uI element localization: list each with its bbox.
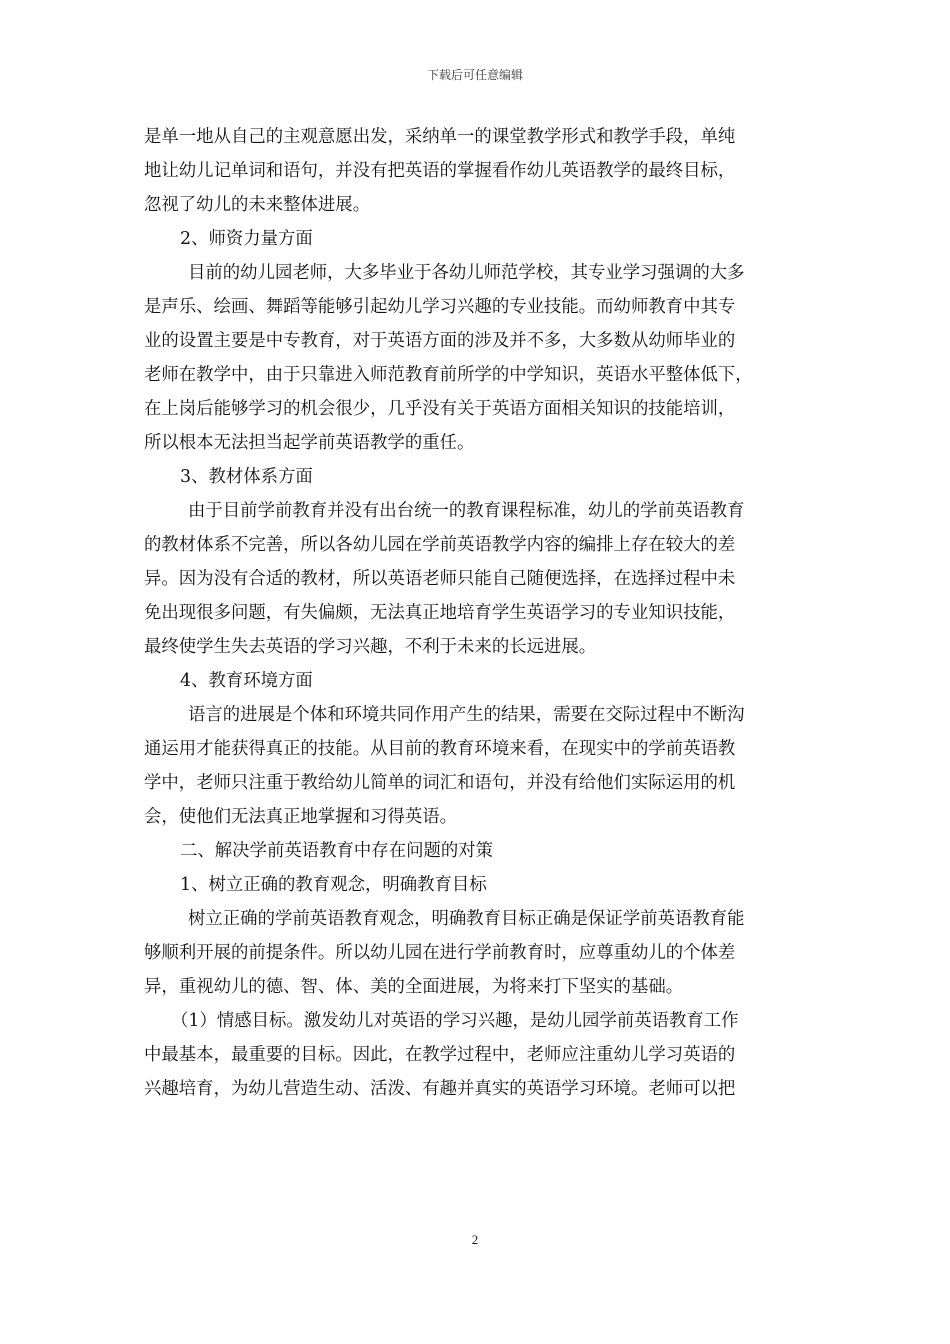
text-line: 语言的进展是个体和环境共同作用产生的结果，需要在交际过程中不断沟 bbox=[188, 705, 745, 725]
text-line: 由于目前学前教育并没有出台统一的教育课程标准，幼儿的学前英语教育 bbox=[188, 501, 745, 521]
section-heading: 二、解决学前英语教育中存在问题的对策 bbox=[180, 841, 494, 861]
text-line: 地让幼儿记单词和语句，并没有把英语的掌握看作幼儿英语教学的最终目标， bbox=[144, 161, 736, 181]
section-heading: 4、教育环境方面 bbox=[180, 671, 313, 691]
text-line: 老师在教学中，由于只靠进入师范教育前所学的中学知识，英语水平整体低下， bbox=[144, 365, 753, 385]
text-line: 目前的幼儿园老师，大多毕业于各幼儿师范学校，其专业学习强调的大多 bbox=[188, 263, 745, 283]
page-header-note: 下载后可任意编辑 bbox=[426, 68, 523, 82]
text-line: 免出现很多问题，有失偏颇，无法真正地培育学生英语学习的专业知识技能， bbox=[144, 603, 736, 623]
section-heading: 2、师资力量方面 bbox=[180, 229, 313, 249]
text-line: 异。因为没有合适的教材，所以英语老师只能自己随便选择，在选择过程中未 bbox=[144, 569, 736, 589]
text-line: 中最基本，最重要的目标。因此，在教学过程中，老师应注重幼儿学习英语的 bbox=[144, 1045, 736, 1065]
text-line: 的教材体系不完善，所以各幼儿园在学前英语教学内容的编排上存在较大的差 bbox=[144, 535, 736, 555]
body-text bbox=[144, 120, 824, 1106]
section-heading: 3、教材体系方面 bbox=[180, 467, 313, 487]
text-line: 学中，老师只注重于教给幼儿简单的词汇和语句，并没有给他们实际运用的机 bbox=[144, 773, 736, 793]
text-line: 在上岗后能够学习的机会很少，几乎没有关于英语方面相关知识的技能培训， bbox=[144, 399, 736, 419]
text-line: 会，使他们无法真正地掌握和习得英语。 bbox=[144, 807, 458, 827]
text-line: 忽视了幼儿的未来整体进展。 bbox=[144, 195, 371, 215]
text-line: 是声乐、绘画、舞蹈等能够引起幼儿学习兴趣的专业技能。而幼师教育中其专 bbox=[144, 297, 736, 317]
section-heading: 1、树立正确的教育观念，明确教育目标 bbox=[180, 875, 487, 895]
text-line: 兴趣培育，为幼儿营造生动、活泼、有趣并真实的英语学习环境。老师可以把 bbox=[144, 1079, 736, 1099]
text-line: 异，重视幼儿的德、智、体、美的全面进展，为将来打下坚实的基础。 bbox=[144, 977, 684, 997]
page-number: 2 bbox=[471, 1232, 479, 1247]
text-line: 最终使学生失去英语的学习兴趣，不利于未来的长远进展。 bbox=[144, 637, 597, 657]
text-line: 通运用才能获得真正的技能。从目前的教育环境来看，在现实中的学前英语教 bbox=[144, 739, 736, 759]
text-line: 树立正确的学前英语教育观念，明确教育目标正确是保证学前英语教育能 bbox=[188, 909, 745, 929]
text-line: （1）情感目标。激发幼儿对英语的学习兴趣，是幼儿园学前英语教育工作 bbox=[171, 1011, 739, 1031]
text-line: 是单一地从自己的主观意愿出发，采纳单一的课堂教学形式和教学手段，单纯 bbox=[144, 127, 736, 147]
text-line: 所以根本无法担当起学前英语教学的重任。 bbox=[144, 433, 475, 453]
text-line: 够顺利开展的前提条件。所以幼儿园在进行学前教育时，应尊重幼儿的个体差 bbox=[144, 943, 736, 963]
text-line: 业的设置主要是中专教育，对于英语方面的涉及并不多，大多数从幼师毕业的 bbox=[144, 331, 736, 351]
